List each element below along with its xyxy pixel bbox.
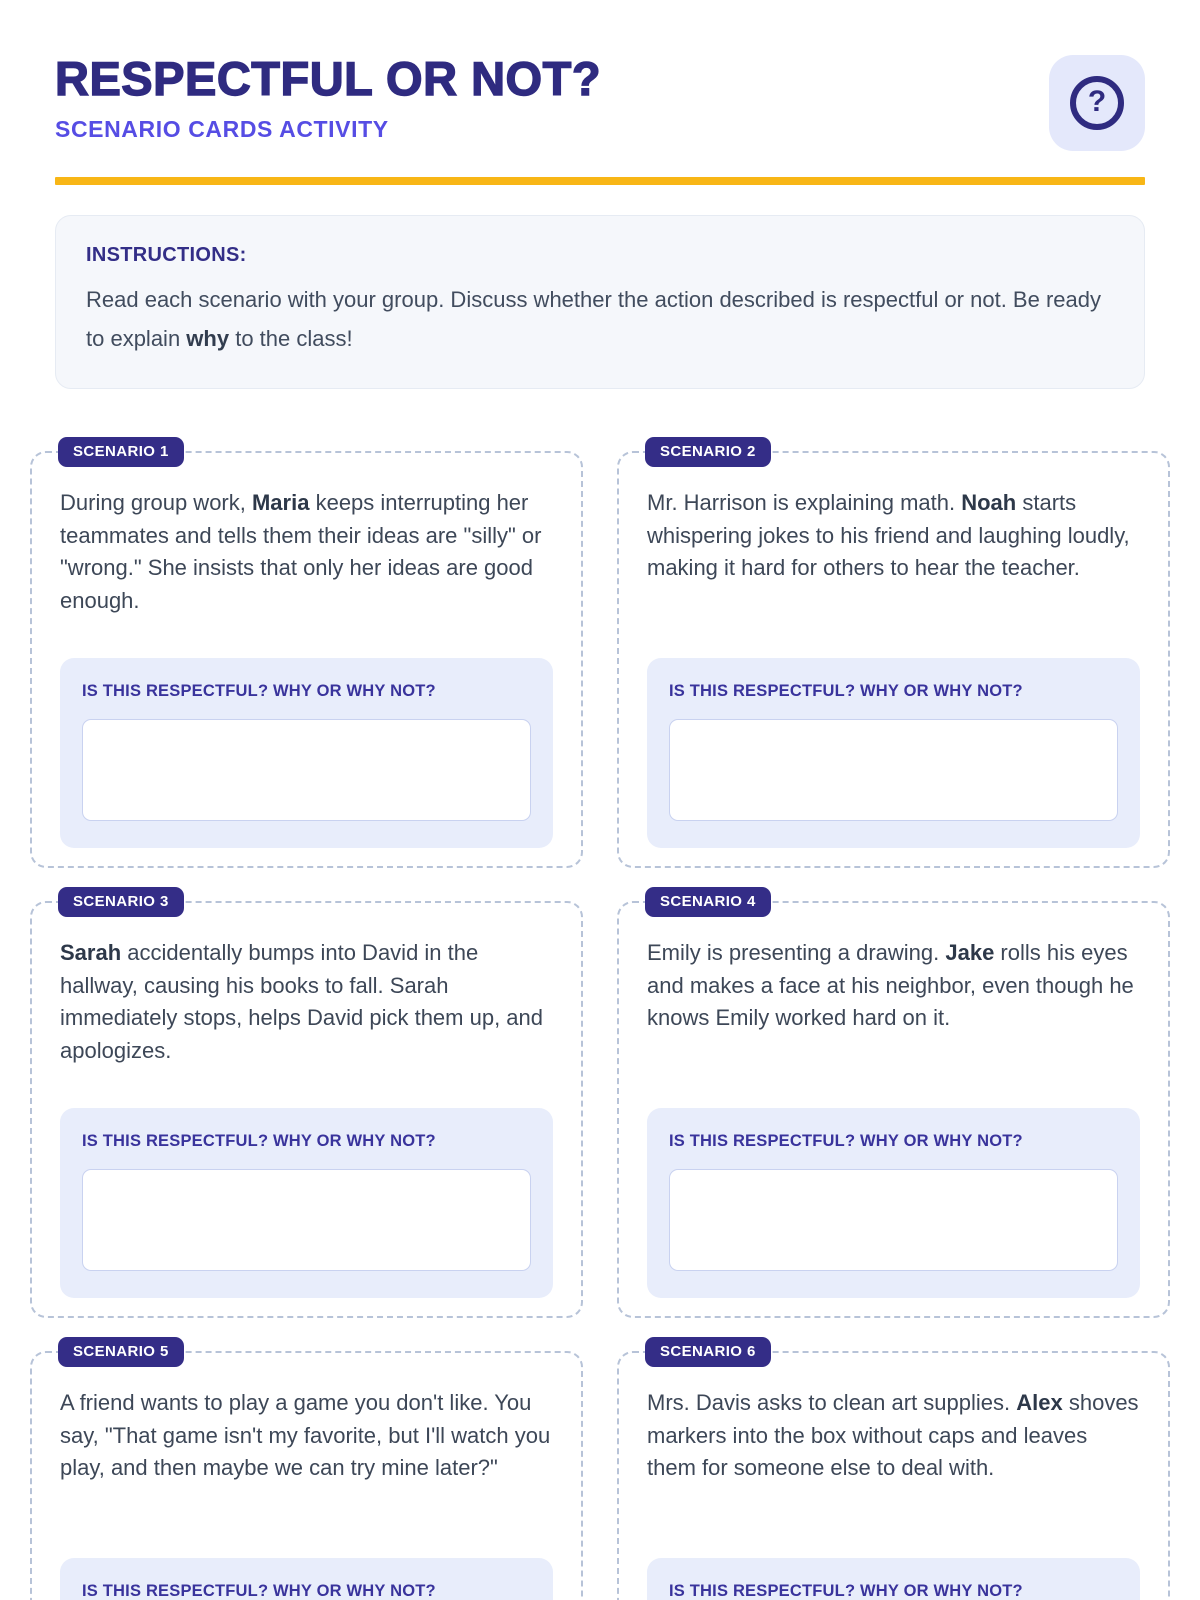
yellow-divider: [55, 177, 1145, 185]
answer-prompt: IS THIS RESPECTFUL? WHY OR WHY NOT?: [82, 1582, 436, 1600]
answer-input[interactable]: [669, 719, 1118, 821]
scenario-text-bold: Sarah: [60, 940, 122, 965]
answer-prompt: IS THIS RESPECTFUL? WHY OR WHY NOT?: [82, 682, 436, 700]
scenario-card-5: [30, 1343, 583, 1600]
scenario-text-post: accidentally bumps into David in the hallway, causing his books to fall. Sarah immediately stops, helps David pick them up, and apologizes.: [60, 940, 544, 1063]
scenario-text-pre: Mr. Harrison is explaining math.: [647, 490, 962, 515]
instructions-heading: INSTRUCTIONS:: [86, 244, 247, 266]
scenario-badge: SCENARIO 4: [645, 887, 771, 917]
instructions-text-pre: Read each scenario with your group. Discuss whether the action described is respectful or not. Be ready to explain: [86, 287, 1101, 351]
instructions-text: [86, 281, 1114, 358]
answer-section: [60, 658, 553, 848]
help-button[interactable]: [1049, 55, 1145, 151]
scenario-text-post: starts whispering jokes to his friend and laughing loudly, making it hard for others to hear the teacher.: [647, 490, 1130, 581]
scenario-grid: [30, 443, 1170, 1600]
scenario-text-post: keeps interrupting her teammates and tells them their ideas are "silly" or "wrong." She insists that only her ideas are good enough.: [60, 490, 542, 613]
scenario-badge: SCENARIO 6: [645, 1337, 771, 1367]
scenario-card-4: [617, 893, 1170, 1318]
header: [0, 0, 1200, 151]
scenario-text-pre: Emily is presenting a drawing.: [647, 940, 946, 965]
scenario-text: [647, 487, 1140, 585]
scenario-card-3: [30, 893, 583, 1318]
question-mark-icon: ?: [1087, 85, 1107, 118]
answer-prompt: IS THIS RESPECTFUL? WHY OR WHY NOT?: [669, 1582, 1023, 1600]
scenario-badge: SCENARIO 1: [58, 437, 184, 467]
answer-section: [647, 1558, 1140, 1600]
scenario-text-bold: Alex: [1016, 1390, 1063, 1415]
scenario-text-post: rolls his eyes and makes a face at his neighbor, even though he knows Emily worked hard on it.: [647, 940, 1134, 1031]
page-subtitle: SCENARIO CARDS ACTIVITY: [55, 116, 389, 142]
scenario-text-bold: Jake: [945, 940, 995, 965]
answer-section: [647, 658, 1140, 848]
answer-section: [60, 1108, 553, 1298]
scenario-card-1: [30, 443, 583, 868]
scenario-badge: SCENARIO 5: [58, 1337, 184, 1367]
answer-section: [647, 1108, 1140, 1298]
scenario-card-2: [617, 443, 1170, 868]
answer-prompt: IS THIS RESPECTFUL? WHY OR WHY NOT?: [82, 1132, 436, 1150]
scenario-text: [60, 487, 553, 617]
question-circle-icon: [1070, 76, 1124, 130]
scenario-text-post: shoves markers into the box without caps and leaves them for someone else to deal with.: [647, 1390, 1139, 1481]
answer-input[interactable]: [82, 719, 531, 821]
answer-input[interactable]: [669, 1169, 1118, 1271]
answer-prompt: IS THIS RESPECTFUL? WHY OR WHY NOT?: [669, 1132, 1023, 1150]
scenario-text-pre: A friend wants to play a game you don't like. You say, "That game isn't my favorite, but I'll watch you play, and then maybe we can try mine later?": [60, 1390, 551, 1481]
scenario-text-pre: Mrs. Davis asks to clean art supplies.: [647, 1390, 1017, 1415]
scenario-text-bold: Maria: [251, 490, 310, 515]
answer-section: [60, 1558, 553, 1600]
instructions-text-post: to the class!: [229, 325, 353, 351]
scenario-text: [647, 937, 1140, 1035]
scenario-text: [60, 937, 553, 1067]
answer-prompt: IS THIS RESPECTFUL? WHY OR WHY NOT?: [669, 682, 1023, 700]
header-titles: [55, 52, 602, 143]
scenario-text-bold: Noah: [961, 490, 1017, 515]
scenario-text: [60, 1387, 553, 1485]
scenario-badge: SCENARIO 2: [645, 437, 771, 467]
scenario-text-pre: During group work,: [60, 490, 252, 515]
scenario-badge: SCENARIO 3: [58, 887, 184, 917]
instructions-box: [55, 215, 1145, 389]
answer-input[interactable]: [82, 1169, 531, 1271]
scenario-text: [647, 1387, 1140, 1485]
page-title: RESPECTFUL OR NOT?: [55, 52, 602, 105]
scenario-card-6: [617, 1343, 1170, 1600]
instructions-text-bold: why: [186, 325, 230, 351]
